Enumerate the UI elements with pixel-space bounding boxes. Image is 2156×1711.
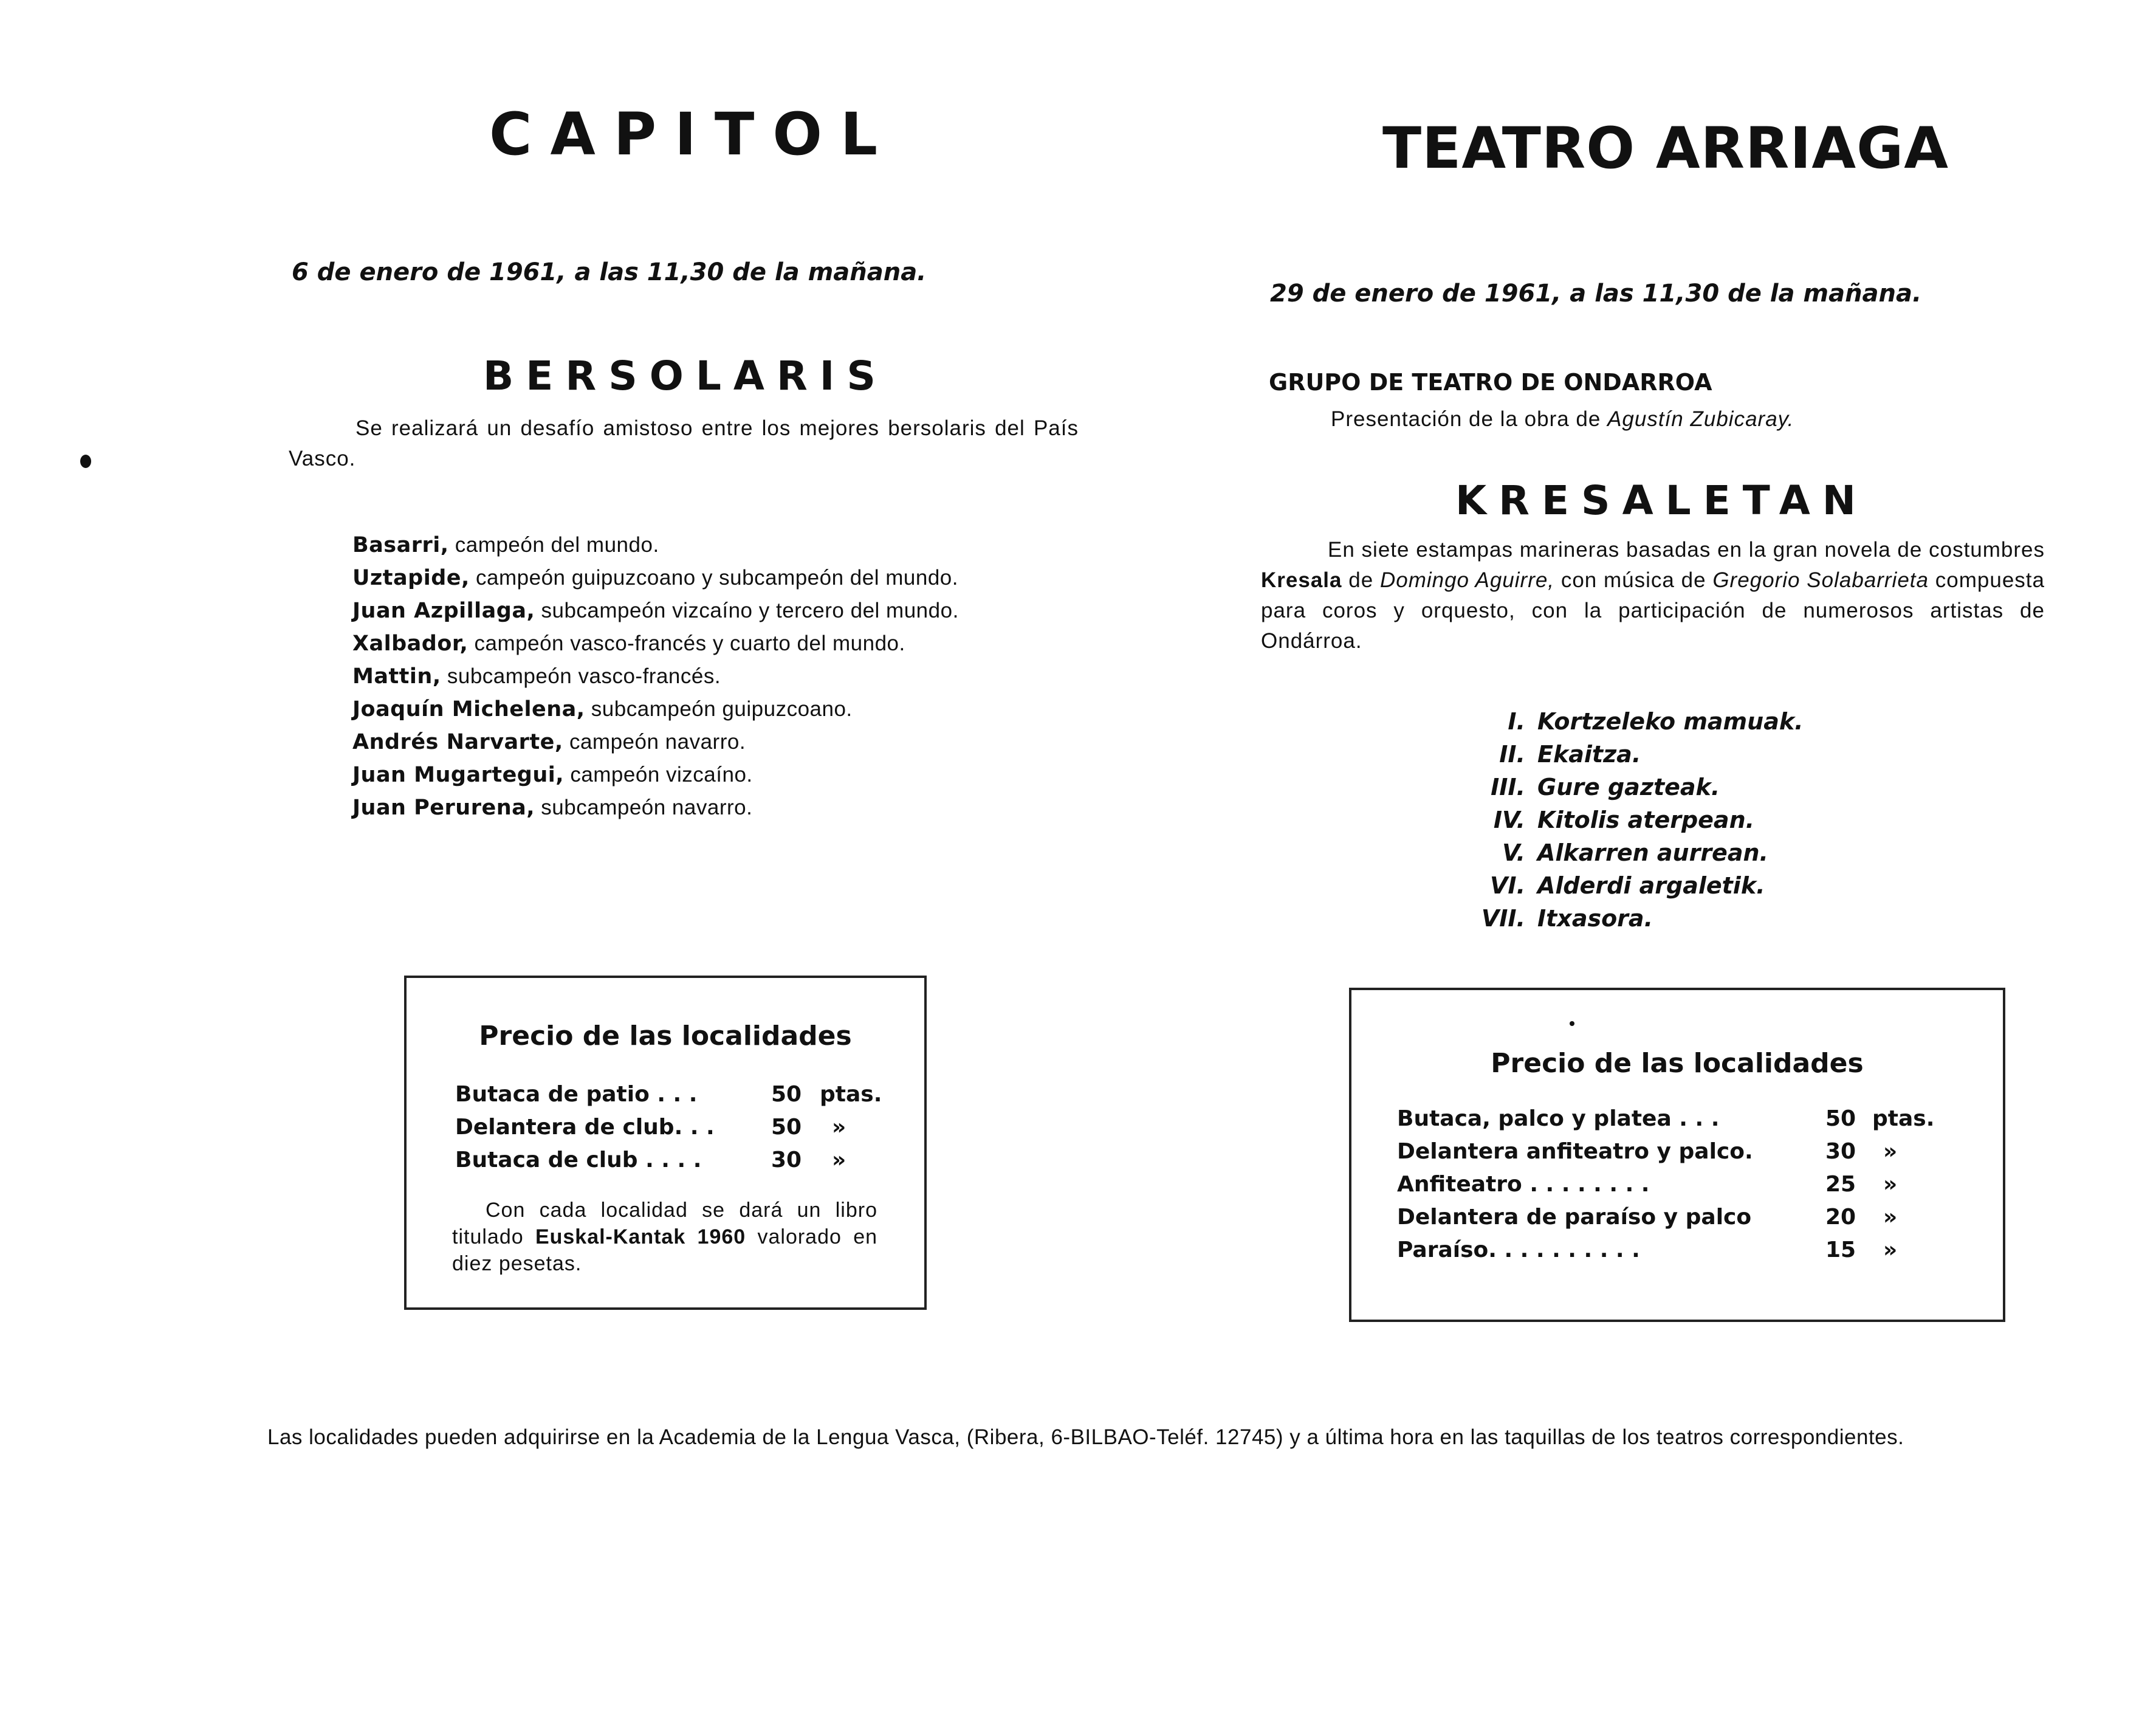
book-title: Euskal-Kantak 1960 (535, 1225, 746, 1248)
participant-name: Juan Mugartegui, (352, 763, 565, 787)
list-item (352, 693, 959, 726)
theatre-group: GRUPO DE TEATRO DE ONDARROA (1269, 369, 1712, 396)
price-label: Paraíso. . . . . . . . . . (1397, 1238, 1640, 1262)
presentation-text: Presentación de la obra de (1331, 407, 1601, 431)
participant-name: Mattin, (352, 664, 441, 689)
list-item (1452, 738, 1878, 771)
participant-title: subcampeón guipuzcoano. (591, 697, 853, 721)
participant-name: Juan Azpillaga, (352, 599, 535, 623)
price-unit: ptas. (820, 1082, 882, 1107)
movement-title: Alderdi argaletik. (1537, 872, 1765, 899)
price-label: Butaca de patio . . . (455, 1082, 698, 1107)
price-unit: » (1883, 1139, 1898, 1164)
list-item (352, 529, 959, 562)
movement-number: III. (1491, 774, 1525, 800)
list-item (352, 726, 959, 759)
price-box-title: Precio de las localidades (479, 1021, 852, 1052)
price-row (1397, 1168, 1974, 1201)
price-value: 30 (771, 1148, 802, 1172)
scan-speck (1570, 1021, 1574, 1026)
movement-number: I. (1508, 708, 1525, 735)
participant-title: campeón vasco-francés y cuarto del mundo. (474, 632, 905, 655)
participant-title: subcampeón vasco-francés. (447, 664, 721, 688)
price-value: 20 (1825, 1205, 1856, 1230)
presentation-line (1331, 404, 1794, 435)
price-unit: » (1883, 1238, 1898, 1262)
movement-number: IV. (1493, 807, 1525, 833)
bersolaris-description: Se realizará un desafío amistoso entre los mejores bersolaris del País Vasco. (289, 416, 1079, 470)
participant-list (352, 529, 959, 824)
price-unit: » (1883, 1172, 1898, 1197)
movement-list (1452, 705, 1878, 935)
price-value: 15 (1825, 1238, 1856, 1262)
price-label: Delantera de club. . . (455, 1115, 715, 1140)
list-item (1452, 804, 1878, 836)
price-box-capitol (404, 976, 927, 1310)
movement-title: Ekaitza. (1537, 741, 1641, 768)
desc-text: En siete estampas marineras basadas en la gran novela de costumbres (1328, 538, 2045, 562)
price-value: 25 (1825, 1172, 1856, 1197)
event-date-arriaga: 29 de enero de 1961, a las 11,30 de la mañana. (1270, 280, 1922, 308)
list-item (352, 660, 959, 693)
price-label: Delantera de paraíso y palco (1397, 1205, 1752, 1230)
price-unit: ptas. (1872, 1106, 1935, 1131)
participant-title: subcampeón vizcaíno y tercero del mundo. (541, 599, 959, 622)
price-unit: » (832, 1115, 846, 1140)
participant-name: Basarri, (352, 533, 449, 557)
movement-title: Kortzeleko mamuak. (1537, 708, 1804, 735)
price-table (455, 1078, 905, 1177)
price-row (455, 1144, 905, 1177)
price-row (1397, 1103, 1974, 1135)
participant-name: Joaquín Michelena, (352, 697, 585, 721)
list-item (352, 791, 959, 824)
list-item (1452, 705, 1878, 738)
footer-ticket-info: Las localidades pueden adquirirse en la Academia de la Lengua Vasca, (Ribera, 6-BILBAO-Teléf. 12745) y a última hora en las taquillas de los teatros correspondientes. (267, 1425, 1904, 1449)
price-box-title: Precio de las localidades (1491, 1048, 1864, 1079)
scan-speck (80, 455, 91, 468)
composer: Gregorio Solabarrieta (1712, 568, 1929, 592)
participant-title: campeón vizcaíno. (570, 763, 753, 787)
price-box-arriaga (1349, 988, 2005, 1322)
movement-number: VII. (1481, 905, 1525, 932)
novel-title: Kresala (1261, 568, 1342, 592)
desc-text: compuesta para coros y orquesto, con la participación de numerosos artistas de Ondárroa. (1261, 568, 2045, 653)
participant-title: campeón del mundo. (455, 533, 659, 557)
book-note (452, 1197, 877, 1277)
participant-name: Andrés Narvarte, (352, 730, 563, 754)
movement-number: II. (1499, 741, 1525, 768)
price-table (1397, 1103, 1974, 1267)
participant-name: Uztapide, (352, 566, 470, 590)
price-label: Delantera anfiteatro y palco. (1397, 1139, 1753, 1164)
price-row (455, 1111, 905, 1144)
price-row (1397, 1201, 1974, 1234)
list-item (1452, 902, 1878, 935)
venue-title-arriaga: TEATRO ARRIAGA (1382, 115, 1949, 182)
desc-text: de (1348, 568, 1374, 592)
movement-title: Itxasora. (1537, 905, 1653, 932)
list-item (352, 627, 959, 660)
list-item (1452, 771, 1878, 804)
movement-title: Gure gazteak. (1537, 774, 1720, 800)
novel-author: Domingo Aguirre, (1379, 568, 1555, 592)
price-value: 50 (1825, 1106, 1856, 1131)
movement-number: V. (1502, 839, 1525, 866)
book-note-value: valorado en diez pesetas. (452, 1225, 878, 1275)
price-unit: » (832, 1148, 846, 1172)
list-item (1452, 836, 1878, 869)
event-title-kresaletan: KRESALETAN (1455, 477, 1869, 524)
venue-title-capitol: CAPITOL (489, 100, 896, 168)
list-item (352, 594, 959, 627)
price-value: 30 (1825, 1139, 1856, 1164)
participant-title: campeón navarro. (569, 730, 746, 754)
event-date-capitol: 6 de enero de 1961, a las 11,30 de la mañana. (292, 258, 927, 286)
movement-number: VI. (1490, 872, 1525, 899)
price-value: 50 (771, 1082, 802, 1107)
participant-name: Juan Perurena, (352, 796, 535, 820)
participant-name: Xalbador, (352, 632, 469, 656)
kresaletan-description (1261, 535, 2045, 656)
price-unit: » (1883, 1205, 1898, 1230)
price-label: Anfiteatro . . . . . . . . (1397, 1172, 1650, 1197)
movement-title: Alkarren aurrean. (1537, 839, 1768, 866)
price-row (1397, 1135, 1974, 1168)
event-title-bersolaris: BERSOLARIS (483, 353, 888, 399)
list-item (352, 562, 959, 594)
price-label: Butaca, palco y platea . . . (1397, 1106, 1720, 1131)
list-item (1452, 869, 1878, 902)
desc-text: con música de (1560, 568, 1706, 592)
book-note-text: Con cada localidad se dará un libro titulado (452, 1199, 877, 1248)
price-row (455, 1078, 905, 1111)
price-label: Butaca de club . . . . (455, 1148, 702, 1172)
price-value: 50 (771, 1115, 802, 1140)
list-item (352, 759, 959, 791)
participant-title: campeón guipuzcoano y subcampeón del mundo. (476, 566, 958, 590)
movement-title: Kitolis aterpean. (1537, 807, 1755, 833)
price-row (1397, 1234, 1974, 1267)
presentation-author: Agustín Zubicaray. (1607, 407, 1794, 431)
participant-title: subcampeón navarro. (541, 796, 753, 819)
